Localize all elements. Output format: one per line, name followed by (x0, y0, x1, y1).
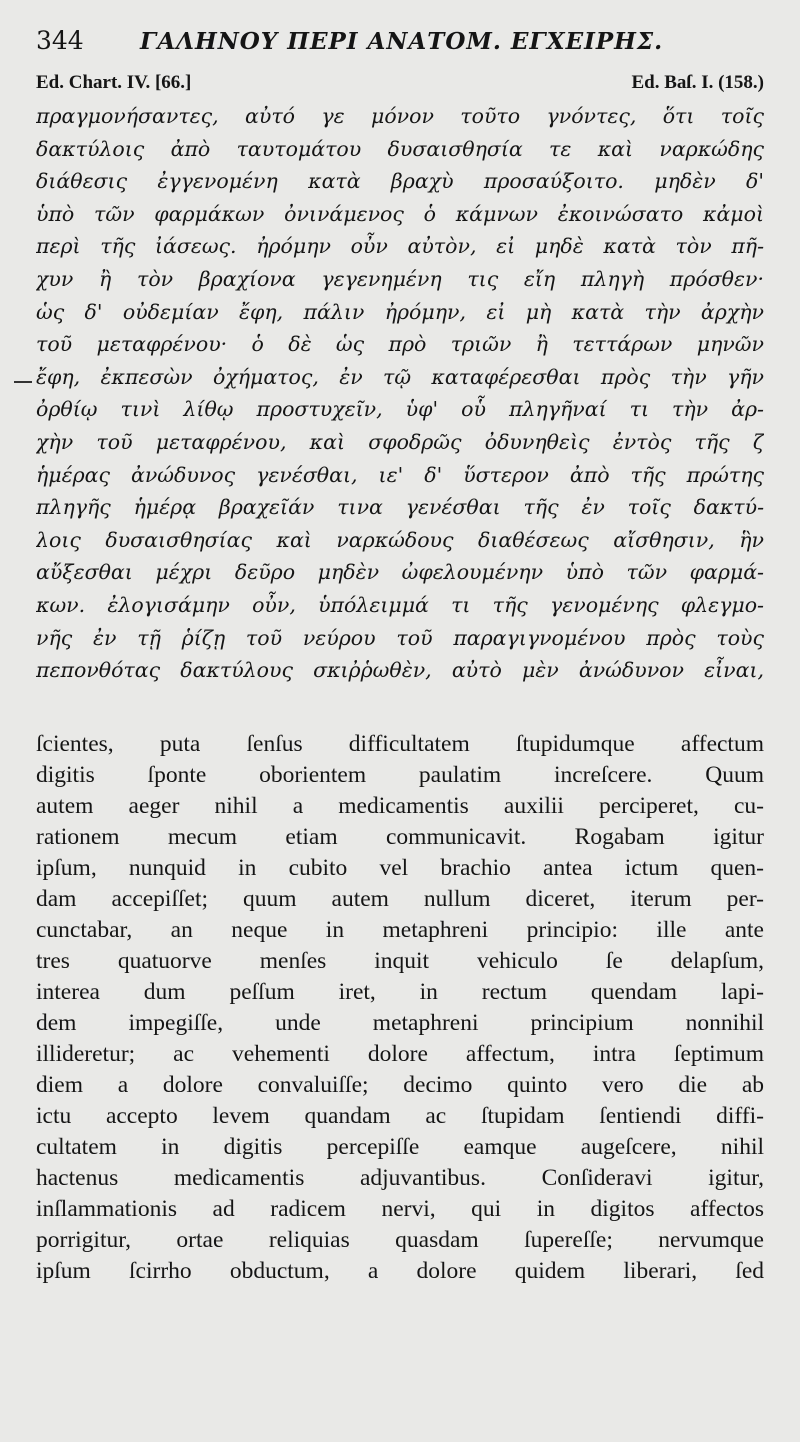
greek-line: πληγῆς ἡμέρᾳ βραχεῖάν τινα γενέσθαι τῆς ἐν τοῖς δακτύ- (36, 495, 764, 520)
greek-line: πραγμονήσαντες, αὐτό γε μόνον τοῦτο γνόντες, ὅτι τοῖς (36, 104, 764, 128)
latin-line: inſlammationis ad radicem nervi, qui in digitos affectos (36, 1195, 764, 1222)
greek-line: χὴν τοῦ μεταφρένου, καὶ σφοδρῶς ὀδυνηθεὶς ἐντὸς τῆς ζ (36, 429, 764, 454)
greek-line: ὑπὸ τῶν φαρμάκων ὀνινάμενος ὁ κάμνων ἐκοινώσατο κἀμοὶ (36, 201, 764, 226)
latin-line: hactenus medicamentis adjuvantibus. Conſideravi igitur, (36, 1164, 764, 1191)
greek-line: πεπονθότας δακτύλους σκιῤῥωθὲν, αὐτὸ μὲν ἀνώδυνον εἶναι, (36, 658, 764, 683)
latin-line: ipſum, nunquid in cubito vel brachio antea ictum quen- (36, 854, 764, 881)
latin-line: illideretur; ac vehementi dolore affectum, intra ſeptimum (36, 1040, 764, 1067)
edition-reference-left: Ed. Chart. IV. [66.] (36, 72, 192, 93)
latin-line: ictu accepto levem quandam ac ſtupidam ſentiendi diffi- (36, 1102, 764, 1129)
greek-line: ὡς δ' οὐδεμίαν ἔφη, πάλιν ἠρόμην, εἰ μὴ κατὰ τὴν ἀρχὴν (36, 299, 764, 324)
greek-line: ὀρθίῳ τινὶ λίθῳ προστυχεῖν, ὑφ' οὗ πληγῆναί τι τὴν ἀρ- (36, 397, 764, 422)
greek-line: αὔξεσθαι μέχρι δεῦρο μηδὲν ὠφελουμένην ὑπὸ τῶν φαρμά- (36, 560, 764, 585)
latin-line: dem impegiſſe, unde metaphreni principium nonnihil (36, 1009, 764, 1036)
greek-line: διάθεσις ἐγγενομένη κατὰ βραχὺ προσαύξοιτο. μηδὲν δ' (36, 169, 764, 194)
page-header (36, 26, 764, 70)
greek-line: κων. ἐλογισάμην οὖν, ὑπόλειμμά τι τῆς γενομένης φλεγμο- (36, 592, 764, 617)
latin-line: dam accepiſſet; quum autem nullum diceret, iterum per- (36, 885, 764, 912)
greek-line: περὶ τῆς ἰάσεως. ἠρόμην οὖν αὐτὸν, εἰ μηδὲ κατὰ τὸν πῆ- (36, 234, 764, 259)
greek-line: τοῦ μεταφρένου· ὁ δὲ ὡς πρὸ τριῶν ἢ τεττάρων μηνῶν (36, 332, 764, 357)
latin-line: rationem mecum etiam communicavit. Rogabam igitur (36, 823, 764, 850)
latin-line: digitis ſponte oborientem paulatim increſcere. Quum (36, 761, 764, 788)
greek-text-block (36, 100, 764, 687)
latin-line: cunctabar, an neque in metaphreni principio: ille ante (36, 916, 764, 943)
latin-line: tres quatuorve menſes inquit vehiculo ſe delapſum, (36, 947, 764, 974)
edition-reference-line (36, 72, 764, 102)
edition-reference-right: Ed. Baſ. I. (158.) (631, 72, 764, 93)
margin-dash-mark (14, 381, 32, 383)
greek-line: χυν ἢ τὸν βραχίονα γεγενημένη τις εἴη πληγὴ πρόσθεν· (36, 266, 764, 291)
latin-line: diem a dolore convaluiſſe; decimo quinto vero die ab (36, 1071, 764, 1098)
greek-line: δακτύλοις ἀπὸ ταυτομάτου δυσαισθησία τε καὶ ναρκώδης (36, 136, 764, 161)
page-number: 344 (36, 26, 84, 55)
latin-line: ſcientes, puta ſenſus difficultatem ſtupidumque affectum (36, 730, 764, 757)
latin-text-block (36, 729, 764, 1287)
greek-line: νῆς ἐν τῇ ῥίζῃ τοῦ νεύρου τοῦ παραγιγνομένου πρὸς τοὺς (36, 625, 764, 650)
greek-line: ἡμέρας ἀνώδυνος γενέσθαι, ιε' δ' ὕστερον ἀπὸ τῆς πρώτης (36, 462, 764, 487)
latin-line: ipſum ſcirrho obductum, a dolore quidem liberari, ſed (36, 1257, 764, 1284)
latin-line: autem aeger nihil a medicamentis auxilii perciperet, cu- (36, 792, 764, 819)
latin-line: interea dum peſſum iret, in rectum quendam lapi- (36, 978, 764, 1005)
latin-line: porrigitur, ortae reliquias quasdam ſupereſſe; nervumque (36, 1226, 764, 1253)
greek-line: ἔφη, ἐκπεσὼν ὀχήματος, ἐν τῷ καταφέρεσθαι πρὸς τὴν γῆν (36, 364, 764, 389)
latin-line: cultatem in digitis percepiſſe eamque augeſcere, nihil (36, 1133, 764, 1160)
running-title: ΓΑΛΗΝΟΥ ΠΕΡΙ ΑΝΑΤΟΜ. ΕΓΧΕΙΡΗΣ. (140, 28, 664, 55)
greek-line: λοις δυσαισθησίας καὶ ναρκώδους διαθέσεως αἴσθησιν, ἣν (36, 527, 764, 552)
